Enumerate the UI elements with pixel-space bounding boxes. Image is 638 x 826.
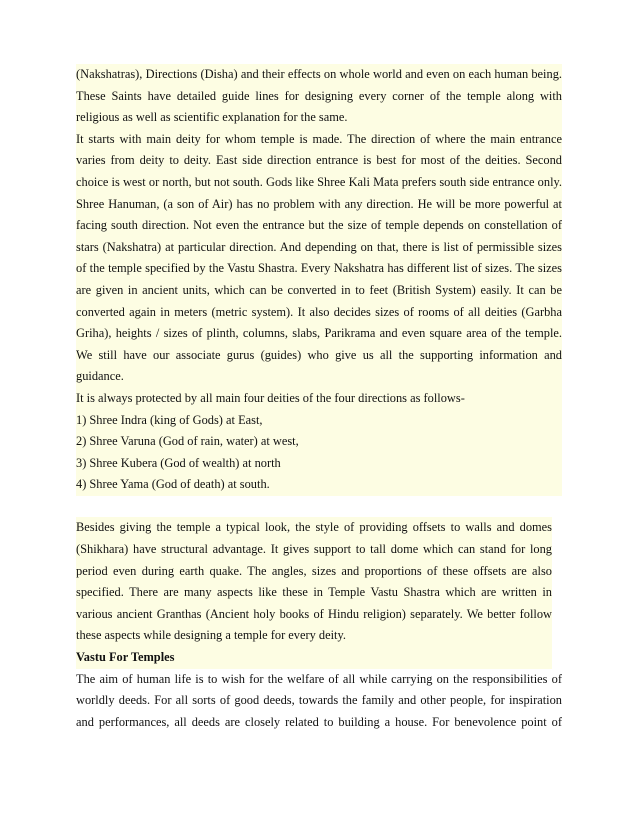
list-item: 1) Shree Indra (king of Gods) at East, (76, 412, 263, 427)
offsets-section (76, 517, 552, 668)
deity-direction-list (76, 410, 562, 496)
list-item: 3) Shree Kubera (God of wealth) at north (76, 455, 281, 470)
paragraph-protection-intro: It is always protected by all main four deities of the four directions as follows- (76, 390, 465, 405)
paragraph-saints: (Nakshatras), Directions (Disha) and their effects on whole world and even on each human being. These Saints have detailed guide lines for designing every corner of the temple along with religious as well as scientific explanation for the same. (76, 67, 562, 125)
list-item: 2) Shree Varuna (God of rain, water) at west, (76, 434, 299, 449)
section-heading: Vastu For Temples (76, 650, 175, 665)
paragraph-aim: The aim of human life is to wish for the welfare of all while carrying on the responsibilities of worldly deeds. For all sorts of good deeds, towards the family and other people, for inspiration and performances, all deeds are closely related to building a house. For benevolence point of (76, 671, 562, 729)
document-page (76, 64, 562, 733)
aim-section (76, 669, 562, 734)
list-item: 4) Shree Yama (God of death) at south. (76, 477, 270, 492)
paragraph-spacer (76, 496, 562, 518)
highlighted-section (76, 64, 562, 410)
paragraph-main-deity: It starts with main deity for whom temple is made. The direction of where the main entrance varies from deity to deity. East side direction entrance is best for most of the deities. Second choice is west or north, but not south. Gods like Shree Kali Mata prefers south side entrance only. Shree Hanuman, (a son of Air) has no problem with any direction. He will be more powerful at facing south direction. Not even the entrance but the size of temple depends on constellation of stars (Nakshatra) at particular direction. And depending on that, there is list of permissible sizes of the temple specified by the Vastu Shastra. Every Nakshatra has different list of sizes. The sizes are given in ancient units, which can be converted in to feet (British System) easily. It can be converted again in meters (metric system). It also decides sizes of rooms of all deities (Garbha Griha), heights / sizes of plinth, columns, slabs, Parikrama and even square area of the temple. We still have our associate gurus (guides) who give us all the supporting information and guidance. (76, 131, 562, 384)
paragraph-offsets: Besides giving the temple a typical look, the style of providing offsets to walls and domes (Shikhara) have structural advantage. It gives support to tall dome which can stand for long period even during earth quake. The angles, sizes and proportions of these offsets are also specified. There are many aspects like these in Temple Vastu Shastra which are written in various ancient Granthas (Ancient holy books of Hindu religion) separately. We better follow these aspects while designing a temple for every deity. (76, 520, 552, 643)
